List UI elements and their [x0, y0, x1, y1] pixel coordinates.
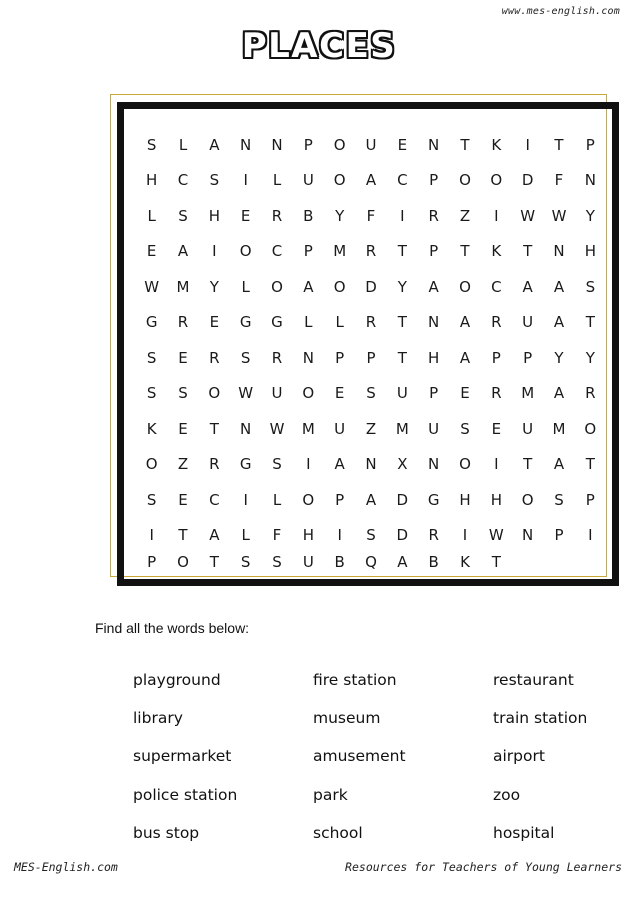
- grid-letter: Y: [397, 277, 407, 296]
- grid-letter: O: [459, 455, 471, 474]
- grid-letter: H: [459, 490, 471, 509]
- grid-letter: A: [459, 313, 471, 332]
- grid-letter: T: [209, 553, 219, 571]
- grid-letter: S: [240, 348, 251, 367]
- grid-letter: M: [552, 419, 566, 438]
- grid-letter: R: [428, 526, 439, 545]
- grid-letter: H: [208, 206, 220, 225]
- grid-letter: S: [366, 384, 376, 403]
- grid-letter: P: [491, 348, 501, 367]
- grid-letter: C: [397, 171, 408, 190]
- grid-letter: O: [145, 455, 158, 474]
- grid-letter: P: [523, 348, 533, 367]
- grid-letter: U: [396, 384, 408, 403]
- grid-letter: M: [333, 242, 347, 261]
- grid-letter: B: [303, 206, 314, 225]
- grid-letter: P: [335, 348, 345, 367]
- grid-letter: A: [334, 455, 345, 474]
- word-list-item: airport: [493, 747, 545, 765]
- grid-letter: S: [240, 553, 251, 571]
- grid-letter: P: [429, 384, 439, 403]
- word-list-item: zoo: [493, 786, 521, 804]
- grid-letter: N: [240, 135, 252, 154]
- grid-letter: P: [147, 553, 157, 571]
- grid-letter: M: [395, 419, 409, 438]
- grid-letter: N: [428, 313, 440, 332]
- grid-letter: T: [460, 242, 470, 261]
- grid-letter: A: [365, 490, 377, 509]
- grid-letter: L: [178, 135, 188, 154]
- grid-letter: K: [491, 135, 502, 154]
- word-list-item: fire station: [313, 671, 397, 689]
- grid-letter: Y: [335, 206, 345, 225]
- grid-letter: T: [397, 313, 407, 332]
- word-list-item: playground: [133, 671, 221, 689]
- grid-letter: H: [428, 348, 440, 367]
- grid-letter: O: [490, 171, 503, 190]
- grid-letter: O: [459, 277, 471, 296]
- grid-letter: I: [243, 490, 248, 509]
- grid-letter: E: [240, 206, 251, 225]
- grid-letter: S: [272, 455, 282, 474]
- grid-letter: O: [333, 277, 346, 296]
- grid-letter: O: [239, 242, 252, 261]
- grid-letter: N: [428, 455, 440, 474]
- grid-letter: I: [400, 206, 405, 225]
- grid-letter: D: [396, 526, 409, 545]
- grid-letter: R: [365, 242, 377, 261]
- grid-letter: R: [271, 206, 283, 225]
- grid-letter: L: [272, 171, 282, 190]
- grid-letter: L: [241, 277, 250, 296]
- grid-letter: F: [366, 206, 376, 225]
- grid-letter: S: [209, 171, 220, 190]
- grid-letter: W: [520, 206, 536, 225]
- grid-letter: O: [302, 490, 315, 509]
- grid-letter: U: [365, 135, 377, 154]
- grid-letter: M: [176, 277, 190, 296]
- grid-letter: S: [146, 348, 157, 367]
- grid-letter: U: [428, 419, 440, 438]
- grid-letter: X: [397, 455, 408, 474]
- grid-letter: Y: [209, 277, 219, 296]
- grid-letter: R: [585, 384, 596, 403]
- grid-letter: I: [306, 455, 311, 474]
- grid-letter: M: [301, 419, 315, 438]
- grid-letter: A: [209, 526, 220, 545]
- grid-letter: N: [584, 171, 596, 190]
- grid-letter: I: [494, 455, 499, 474]
- grid-letter: R: [365, 313, 377, 332]
- grid-letter: T: [397, 242, 407, 261]
- grid-letter: T: [585, 455, 595, 474]
- grid-letter: I: [462, 526, 468, 545]
- grid-letter: E: [178, 490, 188, 509]
- footer-site-name[interactable]: MES-English.com: [14, 860, 118, 874]
- instruction-text: Find all the words below:: [95, 620, 250, 636]
- grid-letter: S: [585, 277, 596, 296]
- grid-letter: N: [428, 135, 440, 154]
- grid-letter: O: [333, 171, 346, 190]
- word-list-item: school: [313, 824, 363, 842]
- grid-letter: S: [146, 490, 157, 509]
- grid-letter: I: [525, 135, 530, 154]
- grid-letter: D: [396, 490, 409, 509]
- grid-letter: P: [429, 171, 439, 190]
- grid-letter: E: [146, 242, 157, 261]
- grid-letter: P: [429, 242, 439, 261]
- grid-letter: A: [209, 135, 220, 154]
- grid-letter: Z: [365, 419, 377, 438]
- grid-letter: K: [460, 553, 470, 571]
- grid-letter: A: [303, 277, 314, 296]
- footer-tagline: Resources for Teachers of Young Learners: [345, 860, 622, 874]
- grid-letter: R: [428, 206, 439, 225]
- grid-letter: N: [271, 135, 283, 154]
- grid-letter: G: [239, 313, 252, 332]
- grid-letter: T: [178, 526, 188, 545]
- grid-letter: I: [149, 526, 154, 545]
- grid-letter: I: [494, 206, 499, 225]
- grid-letter: L: [335, 313, 344, 332]
- grid-letter: W: [238, 384, 254, 403]
- grid-letter: E: [178, 348, 188, 367]
- grid-letter: F: [272, 526, 282, 545]
- grid-letter: A: [177, 242, 189, 261]
- grid-letter: D: [521, 171, 534, 190]
- grid-letter: C: [491, 277, 502, 296]
- grid-letter: C: [209, 490, 220, 509]
- grid-letter: T: [491, 553, 501, 571]
- grid-letter: O: [177, 553, 189, 571]
- grid-letter: T: [209, 419, 219, 438]
- grid-letter: E: [334, 384, 345, 403]
- grid-letter: L: [241, 526, 250, 545]
- word-list-item: library: [133, 709, 183, 727]
- grid-letter: E: [491, 419, 502, 438]
- grid-letter: G: [145, 313, 158, 332]
- grid-letter: H: [584, 242, 596, 261]
- grid-letter: O: [584, 419, 597, 438]
- grid-letter: D: [365, 277, 377, 296]
- word-list-item: restaurant: [493, 671, 574, 689]
- grid-letter: P: [366, 348, 376, 367]
- grid-letter: O: [302, 384, 315, 403]
- grid-letter: S: [272, 553, 282, 571]
- grid-letter: G: [271, 313, 283, 332]
- grid-letter: R: [491, 384, 502, 403]
- grid-letter: S: [554, 490, 564, 509]
- grid-letter: O: [459, 171, 471, 190]
- grid-letter: O: [333, 135, 346, 154]
- grid-letter: Q: [365, 553, 377, 571]
- word-list-item: police station: [133, 786, 238, 804]
- grid-letter: K: [146, 419, 157, 438]
- grid-letter: E: [178, 419, 188, 438]
- grid-letter: G: [239, 455, 252, 474]
- grid-letter: L: [272, 490, 282, 509]
- grid-letter: E: [209, 313, 220, 332]
- grid-letter: A: [553, 313, 565, 332]
- grid-letter: A: [459, 348, 471, 367]
- word-search-grid: [136, 127, 606, 571]
- grid-letter: O: [271, 277, 283, 296]
- grid-letter: N: [365, 455, 377, 474]
- grid-letter: L: [304, 313, 313, 332]
- grid-letter: R: [209, 455, 220, 474]
- grid-letter: P: [554, 526, 564, 545]
- grid-letter: B: [334, 553, 345, 571]
- grid-letter: O: [521, 490, 534, 509]
- grid-letter: T: [460, 135, 470, 154]
- word-list-item: amusement: [313, 747, 406, 765]
- grid-letter: P: [303, 242, 313, 261]
- grid-letter: A: [428, 277, 439, 296]
- grid-letter: S: [178, 384, 188, 403]
- grid-letter: C: [271, 242, 283, 261]
- grid-letter: T: [523, 455, 533, 474]
- word-list-item: park: [313, 786, 348, 804]
- grid-letter: M: [521, 384, 535, 403]
- grid-letter: F: [554, 171, 564, 190]
- grid-letter: U: [302, 553, 314, 571]
- grid-letter: H: [146, 171, 158, 190]
- grid-letter: T: [397, 348, 407, 367]
- grid-letter: R: [491, 313, 502, 332]
- grid-letter: O: [208, 384, 221, 403]
- grid-letter: R: [271, 348, 283, 367]
- word-list-item: train station: [493, 709, 588, 727]
- grid-letter: U: [271, 384, 283, 403]
- grid-letter: G: [427, 490, 440, 509]
- grid-letter: L: [147, 206, 156, 225]
- grid-letter: U: [302, 171, 314, 190]
- grid-letter: N: [553, 242, 565, 261]
- grid-letter: P: [585, 490, 595, 509]
- grid-letter: A: [365, 171, 377, 190]
- grid-letter: A: [522, 277, 533, 296]
- grid-letter: U: [522, 313, 534, 332]
- grid-letter: P: [335, 490, 345, 509]
- grid-letter: E: [460, 384, 470, 403]
- grid-letter: U: [334, 419, 346, 438]
- site-url[interactable]: www.mes-english.com: [501, 6, 620, 17]
- grid-letter: I: [337, 526, 342, 545]
- grid-letter: A: [553, 277, 565, 296]
- page-title: PLACES: [241, 26, 397, 66]
- grid-letter: S: [460, 419, 470, 438]
- grid-letter: P: [303, 135, 313, 154]
- grid-letter: T: [523, 242, 533, 261]
- grid-letter: I: [588, 526, 593, 545]
- grid-letter: S: [146, 384, 157, 403]
- grid-letter: S: [366, 526, 376, 545]
- grid-letter: B: [428, 553, 439, 571]
- grid-letter: I: [243, 171, 248, 190]
- word-list-item: hospital: [493, 824, 555, 842]
- grid-letter: S: [178, 206, 188, 225]
- grid-letter: T: [585, 313, 595, 332]
- grid-letter: A: [553, 455, 565, 474]
- grid-letter: S: [146, 135, 157, 154]
- grid-letter: H: [302, 526, 314, 545]
- grid-letter: R: [209, 348, 220, 367]
- grid-letter: Y: [585, 206, 595, 225]
- grid-letter: A: [397, 553, 408, 571]
- grid-letter: R: [177, 313, 189, 332]
- grid-letter: U: [522, 419, 534, 438]
- word-list-item: supermarket: [133, 747, 232, 765]
- grid-letter: P: [585, 135, 595, 154]
- grid-letter: W: [488, 526, 504, 545]
- grid-letter: Y: [554, 348, 564, 367]
- grid-letter: Z: [459, 206, 471, 225]
- grid-letter: Y: [585, 348, 595, 367]
- grid-letter: N: [522, 526, 534, 545]
- grid-letter: N: [240, 419, 252, 438]
- grid-letter: K: [491, 242, 502, 261]
- grid-letter: N: [302, 348, 314, 367]
- grid-letter: W: [144, 277, 160, 296]
- grid-letter: W: [551, 206, 567, 225]
- grid-letter: I: [212, 242, 217, 261]
- grid-letter: A: [553, 384, 565, 403]
- grid-letter: T: [554, 135, 564, 154]
- word-list-item: museum: [313, 709, 381, 727]
- grid-letter: Z: [177, 455, 189, 474]
- grid-letter: C: [177, 171, 189, 190]
- word-list-item: bus stop: [133, 824, 200, 842]
- grid-letter: E: [397, 135, 408, 154]
- grid-letter: H: [490, 490, 502, 509]
- grid-letter: W: [269, 419, 285, 438]
